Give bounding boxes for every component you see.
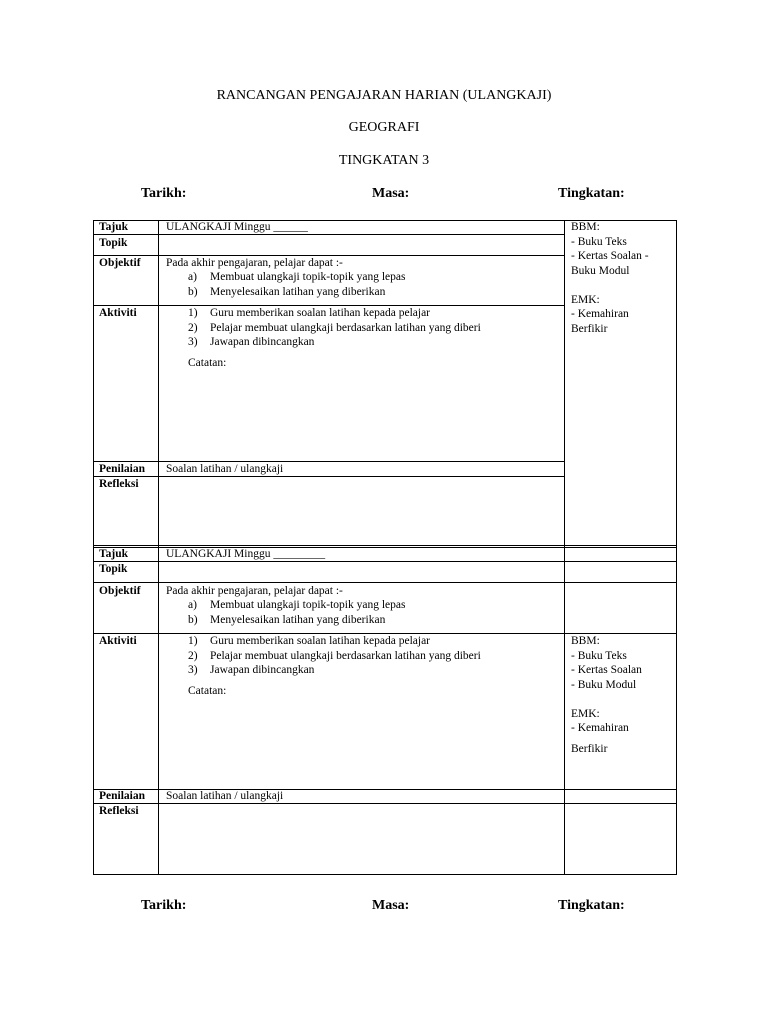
topik-label-2: Topik [99,563,128,575]
tajuk-value-2: ULANGKAJI Minggu _________ [166,548,326,560]
topik-label-1: Topik [99,237,128,249]
penilaian-label-2: Penilaian [99,790,146,802]
catatan-label-1: Catatan: [188,357,227,369]
list-item: b) Menyelesaikan latihan yang diberikan [188,613,386,626]
list-item: 2) Pelajar membuat ulangkaji berdasarkan latihan yang diberi [188,321,481,334]
penilaian-value-1: Soalan latihan / ulangkaji [166,463,284,475]
date-label-top: Tarikh: [141,186,187,201]
objektif-label-1: Objektif [99,257,141,269]
aktiviti-list-1 [188,306,481,350]
date-label-bottom: Tarikh: [141,898,187,913]
penilaian-label-1: Penilaian [99,463,146,475]
catatan-label-2: Catatan: [188,685,227,697]
objektif-label-2: Objektif [99,585,141,597]
tajuk-label-2: Tajuk [99,548,128,560]
objektif-list-1 [188,270,405,299]
objektif-intro-2: Pada akhir pengajaran, pelajar dapat :- [166,585,343,597]
aktiviti-label-2: Aktiviti [99,635,137,647]
level-label-bottom: Tingkatan: [558,898,625,913]
list-item: 3) Jawapan dibincangkan [188,336,315,348]
time-label-top: Masa: [372,186,410,201]
list-item: b) Menyelesaikan latihan yang diberikan [188,285,386,298]
list-item: 1) Guru memberikan soalan latihan kepada pelajar [188,635,431,647]
document-title: RANCANGAN PENGAJARAN HARIAN (ULANGKAJI) [216,88,552,103]
tajuk-label-1: Tajuk [99,221,128,233]
refleksi-label-2: Refleksi [99,805,139,817]
list-item: a) Membuat ulangkaji topik-topik yang lepas [188,271,406,283]
tajuk-value-1: ULANGKAJI Minggu ______ [166,221,308,233]
list-item: a) Membuat ulangkaji topik-topik yang lepas [188,599,406,611]
side-notes-1: BBM: - Buku Teks - Kertas Soalan - Buku Modul EMK: - Kemahiran Berfikir [571,221,649,335]
time-label-bottom: Masa: [372,898,410,913]
form-title: TINGKATAN 3 [338,153,430,168]
subject-title: GEOGRAFI [348,120,420,135]
side-notes-2: BBM: - Buku Teks - Kertas Soalan - Buku Modul EMK: - Kemahiran Berfikir [571,635,642,755]
list-item: 2) Pelajar membuat ulangkaji berdasarkan latihan yang diberi [188,649,481,662]
refleksi-label-1: Refleksi [99,478,139,490]
list-item: 3) Jawapan dibincangkan [188,664,315,676]
objektif-intro-1: Pada akhir pengajaran, pelajar dapat :- [166,257,343,269]
aktiviti-list-2 [188,634,481,678]
aktiviti-label-1: Aktiviti [99,307,137,319]
list-item: 1) Guru memberikan soalan latihan kepada pelajar [188,307,431,319]
objektif-list-2 [188,598,405,627]
level-label-top: Tingkatan: [558,186,625,201]
penilaian-value-2: Soalan latihan / ulangkaji [166,790,284,802]
